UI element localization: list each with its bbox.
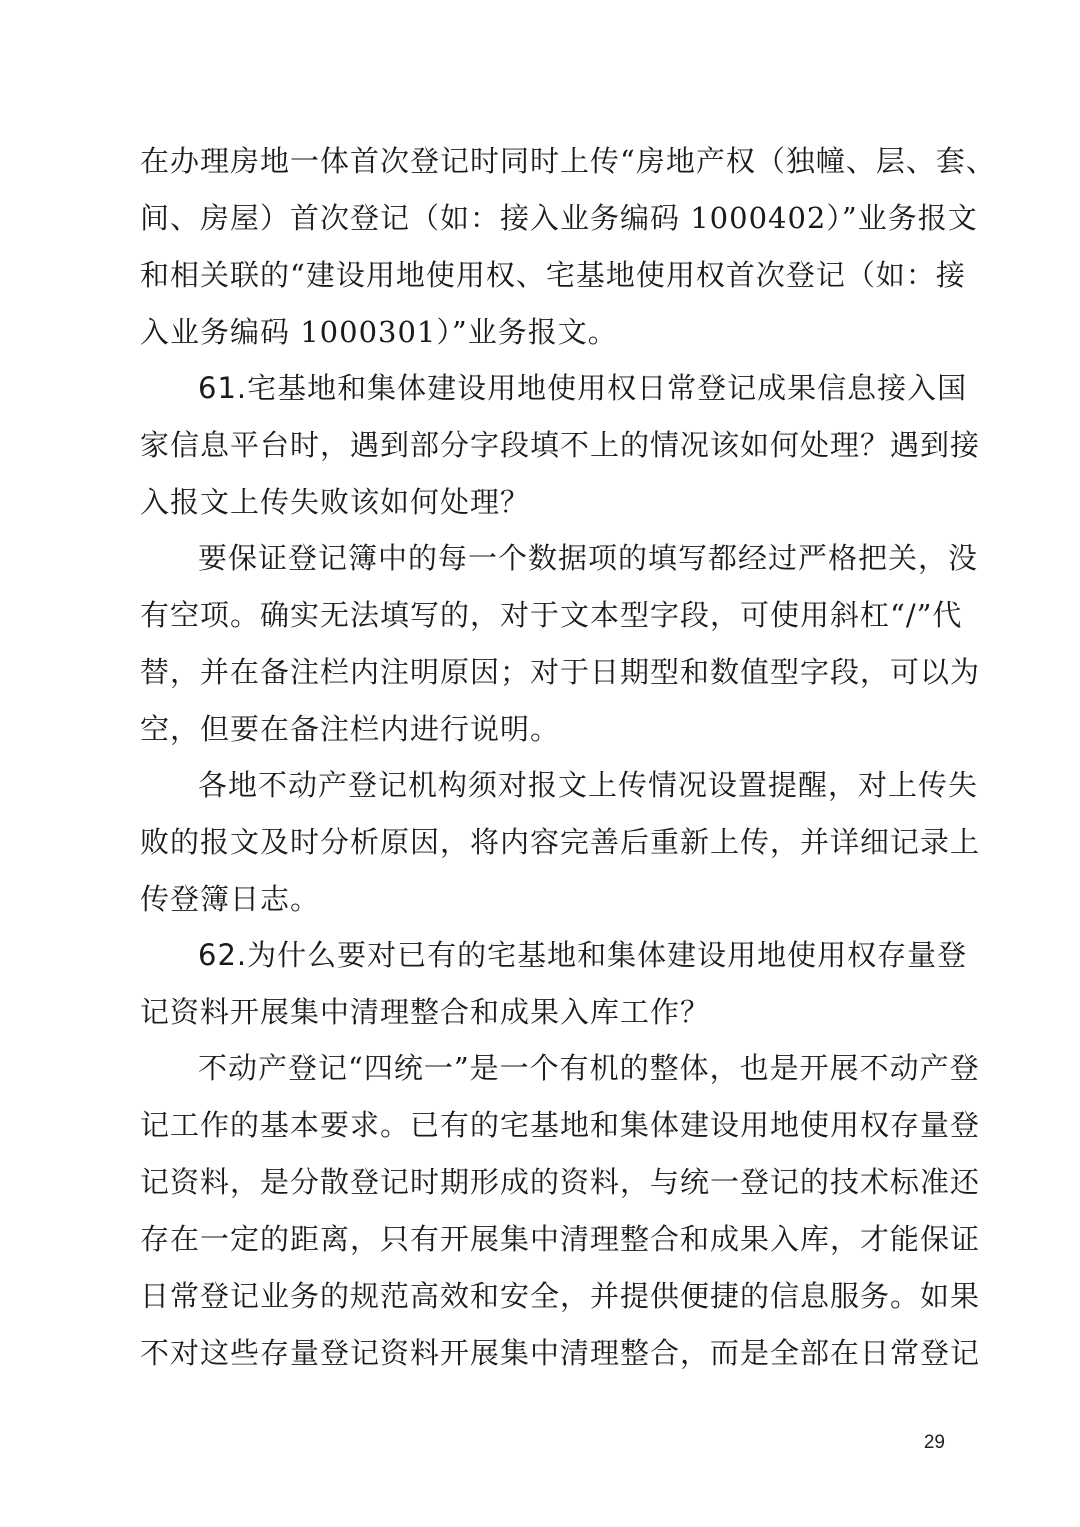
page-number: 29 [923, 1432, 945, 1453]
heading-line: 61.宅基地和集体建设用地使用权日常登记成果信息接入国 [198, 371, 968, 405]
answer-61-paragraph-2 [140, 757, 981, 928]
text-line: 不对这些存量登记资料开展集中清理整合，而是全部在日常登记 [140, 1336, 981, 1370]
text-line: 在办理房地一体首次登记时同时上传“房地产权（独幢、层、套、 [140, 144, 996, 178]
paragraph-continuation [140, 133, 996, 361]
text-line: 记资料，是分散登记时期形成的资料，与统一登记的技术标准还 [140, 1165, 981, 1199]
heading-line: 入报文上传失败该如何处理？ [140, 485, 531, 519]
text-line: 各地不动产登记机构须对报文上传情况设置提醒，对上传失 [198, 768, 979, 802]
text-line: 存在一定的距离，只有开展集中清理整合和成果入库，才能保证 [140, 1222, 981, 1256]
text-line: 空，但要在备注栏内进行说明。 [140, 712, 561, 746]
text-line: 传登簿日志。 [140, 882, 321, 916]
heading-line: 记资料开展集中清理整合和成果入库工作？ [140, 995, 711, 1029]
question-62-heading [140, 927, 968, 1041]
text-line: 不动产登记“四统一”是一个有机的整体，也是开展不动产登 [198, 1051, 980, 1085]
answer-62-paragraph [140, 1040, 981, 1382]
text-line: 间、房屋）首次登记（如：接入业务编码 1000402）”业务报文 [140, 201, 978, 235]
text-line: 替，并在备注栏内注明原因；对于日期型和数值型字段，可以为 [140, 655, 981, 689]
text-line: 和相关联的“建设用地使用权、宅基地使用权首次登记（如：接 [140, 258, 966, 292]
text-line: 败的报文及时分析原因，将内容完善后重新上传，并详细记录上 [140, 825, 981, 859]
text-line: 有空项。确实无法填写的，对于文本型字段，可使用斜杠“/”代 [140, 598, 963, 632]
heading-line: 家信息平台时，遇到部分字段填不上的情况该如何处理？遇到接 [140, 428, 981, 462]
heading-line: 62.为什么要对已有的宅基地和集体建设用地使用权存量登 [198, 938, 968, 972]
text-line: 日常登记业务的规范高效和安全，并提供便捷的信息服务。如果 [140, 1279, 981, 1313]
answer-61-paragraph-1 [140, 530, 981, 758]
text-line: 记工作的基本要求。已有的宅基地和集体建设用地使用权存量登 [140, 1108, 981, 1142]
text-line: 入业务编码 1000301）”业务报文。 [140, 315, 618, 349]
question-61-heading [140, 360, 981, 531]
text-line: 要保证登记簿中的每一个数据项的填写都经过严格把关，没 [198, 541, 979, 575]
